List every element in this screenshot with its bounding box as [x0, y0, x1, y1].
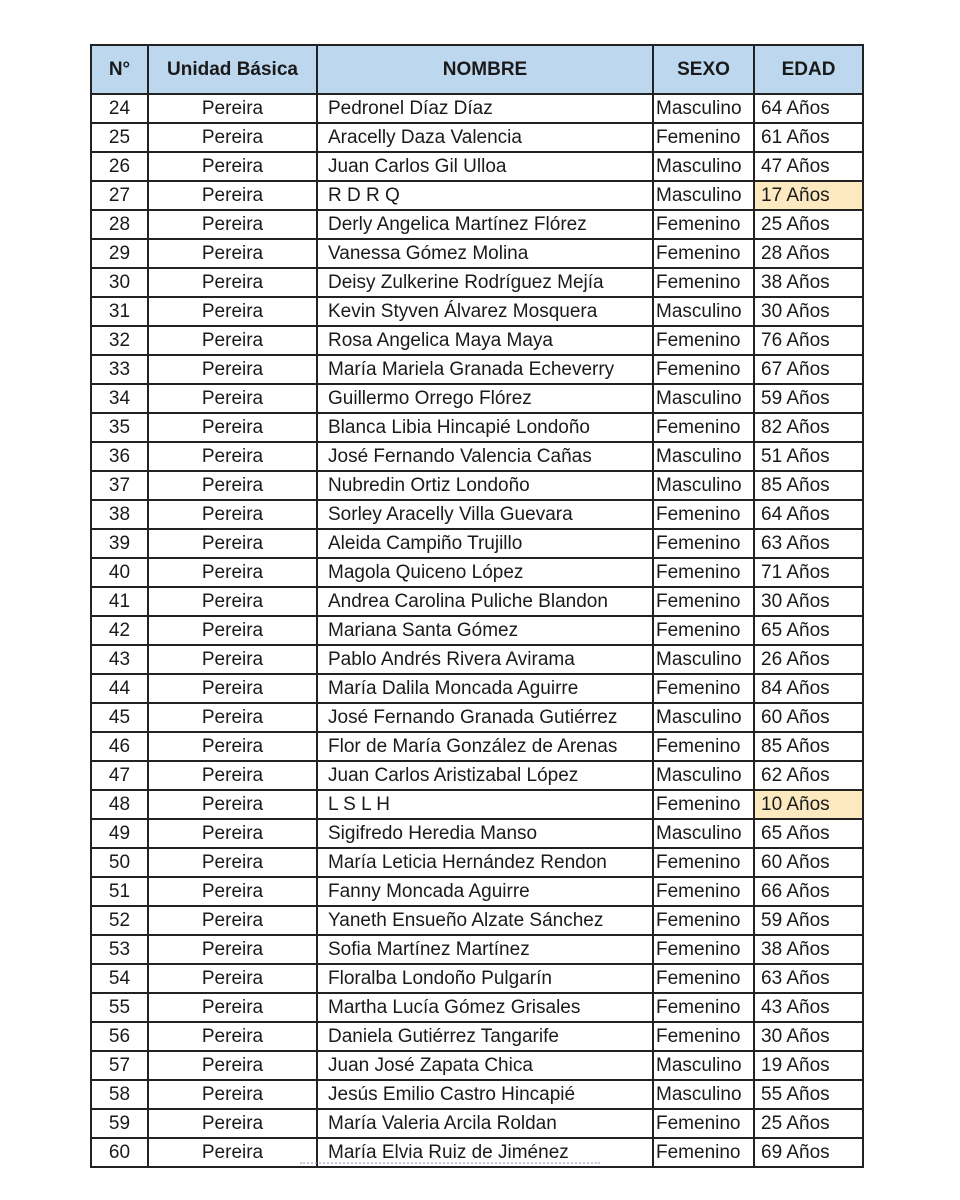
cell-sex: Masculino	[653, 703, 754, 732]
cell-unit: Pereira	[148, 877, 317, 906]
cell-number: 45	[91, 703, 148, 732]
table-row	[91, 500, 863, 529]
cell-sex: Femenino	[653, 674, 754, 703]
table-row	[91, 384, 863, 413]
cell-age: 69 Años	[754, 1138, 863, 1167]
table-row	[91, 413, 863, 442]
table-row	[91, 94, 863, 123]
cell-name: Martha Lucía Gómez Grisales	[317, 993, 653, 1022]
cell-unit: Pereira	[148, 1109, 317, 1138]
cell-unit: Pereira	[148, 442, 317, 471]
table-row	[91, 935, 863, 964]
cell-age: 84 Años	[754, 674, 863, 703]
cell-name: Aleida Campiño Trujillo	[317, 529, 653, 558]
header-name: NOMBRE	[317, 45, 653, 94]
table-row	[91, 1022, 863, 1051]
cell-number: 38	[91, 500, 148, 529]
cell-unit: Pereira	[148, 906, 317, 935]
cell-sex: Femenino	[653, 123, 754, 152]
cell-sex: Femenino	[653, 964, 754, 993]
cell-age: 30 Años	[754, 587, 863, 616]
cell-number: 44	[91, 674, 148, 703]
cell-sex: Femenino	[653, 239, 754, 268]
cell-name: Jesús Emilio Castro Hincapié	[317, 1080, 653, 1109]
cell-number: 36	[91, 442, 148, 471]
cell-age: 60 Años	[754, 703, 863, 732]
table-row	[91, 210, 863, 239]
header-unit: Unidad Básica	[148, 45, 317, 94]
cell-name: Vanessa Gómez Molina	[317, 239, 653, 268]
cell-unit: Pereira	[148, 935, 317, 964]
cell-age: 63 Años	[754, 964, 863, 993]
cell-name: Mariana Santa Gómez	[317, 616, 653, 645]
cell-age: 19 Años	[754, 1051, 863, 1080]
cell-unit: Pereira	[148, 1022, 317, 1051]
cell-name: Rosa Angelica Maya Maya	[317, 326, 653, 355]
cell-age: 55 Años	[754, 1080, 863, 1109]
cell-age: 71 Años	[754, 558, 863, 587]
cell-age: 65 Años	[754, 616, 863, 645]
cell-number: 60	[91, 1138, 148, 1167]
cell-sex: Femenino	[653, 413, 754, 442]
table-row	[91, 1080, 863, 1109]
cell-number: 52	[91, 906, 148, 935]
table-row	[91, 761, 863, 790]
cell-number: 33	[91, 355, 148, 384]
cell-unit: Pereira	[148, 471, 317, 500]
table-row	[91, 587, 863, 616]
cell-unit: Pereira	[148, 1138, 317, 1167]
cell-name: Juan José Zapata Chica	[317, 1051, 653, 1080]
cell-unit: Pereira	[148, 732, 317, 761]
cell-name: Floralba Londoño Pulgarín	[317, 964, 653, 993]
cell-name: José Fernando Valencia Cañas	[317, 442, 653, 471]
cell-sex: Femenino	[653, 877, 754, 906]
cell-unit: Pereira	[148, 674, 317, 703]
cell-sex: Masculino	[653, 442, 754, 471]
cell-age: 43 Años	[754, 993, 863, 1022]
cell-name: Nubredin Ortiz Londoño	[317, 471, 653, 500]
cell-number: 24	[91, 94, 148, 123]
cell-sex: Masculino	[653, 471, 754, 500]
cell-age: 30 Años	[754, 1022, 863, 1051]
cell-number: 39	[91, 529, 148, 558]
cell-unit: Pereira	[148, 500, 317, 529]
cell-sex: Masculino	[653, 384, 754, 413]
cell-number: 55	[91, 993, 148, 1022]
table-row	[91, 181, 863, 210]
cell-number: 53	[91, 935, 148, 964]
cell-name: L S L H	[317, 790, 653, 819]
cell-age: 60 Años	[754, 848, 863, 877]
cell-unit: Pereira	[148, 326, 317, 355]
cell-age: 85 Años	[754, 471, 863, 500]
table-row	[91, 645, 863, 674]
cell-sex: Masculino	[653, 152, 754, 181]
cell-name: Andrea Carolina Puliche Blandon	[317, 587, 653, 616]
cell-unit: Pereira	[148, 819, 317, 848]
cell-age: 76 Años	[754, 326, 863, 355]
table-row	[91, 964, 863, 993]
cell-unit: Pereira	[148, 384, 317, 413]
cell-number: 51	[91, 877, 148, 906]
table-row	[91, 471, 863, 500]
table-row	[91, 732, 863, 761]
cell-number: 57	[91, 1051, 148, 1080]
cell-sex: Masculino	[653, 819, 754, 848]
table-row	[91, 877, 863, 906]
cell-unit: Pereira	[148, 993, 317, 1022]
cell-unit: Pereira	[148, 1051, 317, 1080]
cell-number: 27	[91, 181, 148, 210]
table-row	[91, 529, 863, 558]
cell-age: 82 Años	[754, 413, 863, 442]
cell-unit: Pereira	[148, 616, 317, 645]
cell-age: 64 Años	[754, 500, 863, 529]
table-row	[91, 616, 863, 645]
cell-age: 10 Años	[754, 790, 863, 819]
cell-number: 58	[91, 1080, 148, 1109]
cell-age: 64 Años	[754, 94, 863, 123]
cell-unit: Pereira	[148, 152, 317, 181]
cell-number: 40	[91, 558, 148, 587]
cell-number: 56	[91, 1022, 148, 1051]
table-row	[91, 1051, 863, 1080]
cell-age: 38 Años	[754, 935, 863, 964]
cell-number: 43	[91, 645, 148, 674]
cell-unit: Pereira	[148, 123, 317, 152]
cell-age: 59 Años	[754, 906, 863, 935]
cell-name: Kevin Styven Álvarez Mosquera	[317, 297, 653, 326]
table-row	[91, 442, 863, 471]
cell-age: 28 Años	[754, 239, 863, 268]
cell-age: 85 Años	[754, 732, 863, 761]
cell-age: 25 Años	[754, 1109, 863, 1138]
cell-unit: Pereira	[148, 94, 317, 123]
cell-name: Derly Angelica Martínez Flórez	[317, 210, 653, 239]
cell-number: 30	[91, 268, 148, 297]
page-cut-off-line	[300, 1162, 600, 1168]
cell-age: 62 Años	[754, 761, 863, 790]
cell-name: Guillermo Orrego Flórez	[317, 384, 653, 413]
cell-name: Aracelly Daza Valencia	[317, 123, 653, 152]
cell-sex: Femenino	[653, 732, 754, 761]
cell-name: Deisy Zulkerine Rodríguez Mejía	[317, 268, 653, 297]
cell-number: 59	[91, 1109, 148, 1138]
cell-number: 25	[91, 123, 148, 152]
cell-sex: Femenino	[653, 587, 754, 616]
header-age: EDAD	[754, 45, 863, 94]
cell-name: Juan Carlos Gil Ulloa	[317, 152, 653, 181]
table-row	[91, 268, 863, 297]
cell-age: 66 Años	[754, 877, 863, 906]
cell-sex: Femenino	[653, 790, 754, 819]
table-row	[91, 848, 863, 877]
cell-name: Pedronel Díaz Díaz	[317, 94, 653, 123]
cell-name: María Valeria Arcila Roldan	[317, 1109, 653, 1138]
header-number: N°	[91, 45, 148, 94]
cell-sex: Femenino	[653, 326, 754, 355]
table-row	[91, 790, 863, 819]
cell-age: 17 Años	[754, 181, 863, 210]
cell-sex: Femenino	[653, 935, 754, 964]
cell-sex: Femenino	[653, 1109, 754, 1138]
cell-number: 37	[91, 471, 148, 500]
cell-age: 65 Años	[754, 819, 863, 848]
cell-unit: Pereira	[148, 964, 317, 993]
cell-name: Magola Quiceno López	[317, 558, 653, 587]
table-row	[91, 123, 863, 152]
cell-unit: Pereira	[148, 587, 317, 616]
victims-table-sheet	[90, 44, 862, 1168]
cell-name: Sofia Martínez Martínez	[317, 935, 653, 964]
cell-unit: Pereira	[148, 645, 317, 674]
table-row	[91, 297, 863, 326]
cell-unit: Pereira	[148, 790, 317, 819]
cell-number: 47	[91, 761, 148, 790]
cell-name: Juan Carlos Aristizabal López	[317, 761, 653, 790]
cell-number: 31	[91, 297, 148, 326]
cell-age: 47 Años	[754, 152, 863, 181]
cell-unit: Pereira	[148, 297, 317, 326]
cell-sex: Femenino	[653, 355, 754, 384]
cell-unit: Pereira	[148, 239, 317, 268]
victims-table	[90, 44, 864, 1168]
cell-age: 67 Años	[754, 355, 863, 384]
cell-number: 49	[91, 819, 148, 848]
cell-sex: Masculino	[653, 181, 754, 210]
cell-sex: Femenino	[653, 500, 754, 529]
cell-age: 26 Años	[754, 645, 863, 674]
table-row	[91, 674, 863, 703]
table-row	[91, 819, 863, 848]
header-sex: SEXO	[653, 45, 754, 94]
cell-unit: Pereira	[148, 558, 317, 587]
cell-number: 54	[91, 964, 148, 993]
table-row	[91, 326, 863, 355]
table-row	[91, 239, 863, 268]
cell-number: 41	[91, 587, 148, 616]
cell-number: 29	[91, 239, 148, 268]
cell-sex: Femenino	[653, 210, 754, 239]
cell-name: Yaneth Ensueño Alzate Sánchez	[317, 906, 653, 935]
cell-sex: Masculino	[653, 645, 754, 674]
cell-name: José Fernando Granada Gutiérrez	[317, 703, 653, 732]
cell-age: 63 Años	[754, 529, 863, 558]
cell-name: Blanca Libia Hincapié Londoño	[317, 413, 653, 442]
cell-unit: Pereira	[148, 703, 317, 732]
cell-sex: Masculino	[653, 1051, 754, 1080]
cell-sex: Femenino	[653, 616, 754, 645]
cell-sex: Femenino	[653, 529, 754, 558]
cell-age: 59 Años	[754, 384, 863, 413]
cell-sex: Femenino	[653, 1138, 754, 1167]
table-row	[91, 355, 863, 384]
table-row	[91, 906, 863, 935]
cell-unit: Pereira	[148, 268, 317, 297]
cell-sex: Femenino	[653, 1022, 754, 1051]
header-row	[91, 45, 863, 94]
cell-sex: Masculino	[653, 297, 754, 326]
cell-sex: Femenino	[653, 268, 754, 297]
cell-unit: Pereira	[148, 1080, 317, 1109]
table-body	[91, 94, 863, 1167]
table-row	[91, 1109, 863, 1138]
table-header	[91, 45, 863, 94]
cell-age: 38 Años	[754, 268, 863, 297]
cell-sex: Femenino	[653, 906, 754, 935]
cell-name: Sorley Aracelly Villa Guevara	[317, 500, 653, 529]
table-row	[91, 703, 863, 732]
cell-name: Daniela Gutiérrez Tangarife	[317, 1022, 653, 1051]
cell-name: María Elvia Ruiz de Jiménez	[317, 1138, 653, 1167]
cell-number: 26	[91, 152, 148, 181]
cell-name: Flor de María González de Arenas	[317, 732, 653, 761]
cell-unit: Pereira	[148, 761, 317, 790]
cell-sex: Masculino	[653, 761, 754, 790]
cell-name: María Leticia Hernández Rendon	[317, 848, 653, 877]
cell-sex: Femenino	[653, 558, 754, 587]
cell-name: Fanny Moncada Aguirre	[317, 877, 653, 906]
cell-number: 34	[91, 384, 148, 413]
cell-age: 25 Años	[754, 210, 863, 239]
table-row	[91, 152, 863, 181]
cell-sex: Femenino	[653, 848, 754, 877]
cell-number: 46	[91, 732, 148, 761]
cell-name: Pablo Andrés Rivera Avirama	[317, 645, 653, 674]
table-row	[91, 993, 863, 1022]
cell-number: 35	[91, 413, 148, 442]
cell-number: 48	[91, 790, 148, 819]
cell-number: 50	[91, 848, 148, 877]
cell-sex: Femenino	[653, 993, 754, 1022]
cell-unit: Pereira	[148, 210, 317, 239]
cell-name: María Dalila Moncada Aguirre	[317, 674, 653, 703]
cell-age: 51 Años	[754, 442, 863, 471]
cell-name: R D R Q	[317, 181, 653, 210]
cell-unit: Pereira	[148, 181, 317, 210]
cell-sex: Masculino	[653, 1080, 754, 1109]
cell-unit: Pereira	[148, 355, 317, 384]
cell-sex: Masculino	[653, 94, 754, 123]
cell-number: 28	[91, 210, 148, 239]
cell-name: Sigifredo Heredia Manso	[317, 819, 653, 848]
cell-age: 61 Años	[754, 123, 863, 152]
cell-age: 30 Años	[754, 297, 863, 326]
cell-number: 32	[91, 326, 148, 355]
table-row	[91, 558, 863, 587]
cell-unit: Pereira	[148, 848, 317, 877]
cell-unit: Pereira	[148, 529, 317, 558]
cell-number: 42	[91, 616, 148, 645]
cell-unit: Pereira	[148, 413, 317, 442]
cell-name: María Mariela Granada Echeverry	[317, 355, 653, 384]
